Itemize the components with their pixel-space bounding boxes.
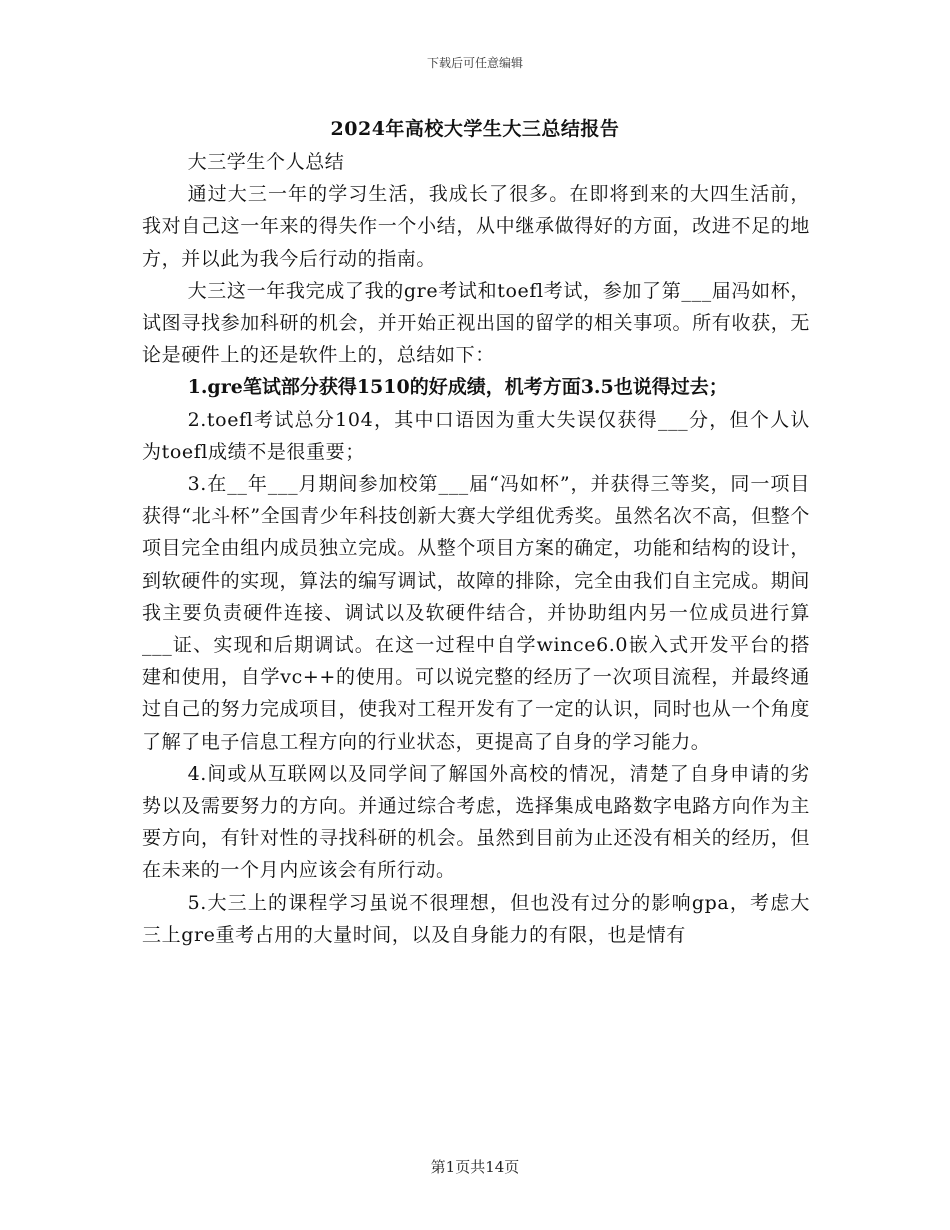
paragraph-item-1: 1.gre笔试部分获得1510的好成绩，机考方面3.5也说得过去；	[187, 376, 728, 399]
paragraph-overview: 大三这一年我完成了我的gre考试和toefl考试，参加了第___届冯如杯，试图寻找参加科研的机会，并开始正视出国的留学的相关事项。所有收获，无论是硬件上的还是软件上的，总结如下：	[142, 279, 810, 367]
paragraph-item-3: 3.在__年___月期间参加校第___届“冯如杯”，并获得三等奖，同一项目获得“北斗杯”全国青少年科技创新大赛大学组优秀奖。虽然名次不高，但整个项目完全由组内成员独立完成。从整个项目方案的确定，功能和结构的设计，到软硬件的实现，算法的编写调试，故障的排除，完全由我们自主完成。期间我主要负责硬件连接、调试以及软硬件结合，并协助组内另一位成员进行算___证、实现和后期调试。在这一过程中自学wince6.0嵌入式开发平台的搭建和使用，自学vc++的使用。可以说完整的经历了一次项目流程，并最终通过自己的努力完成项目，使我对工程开发有了一定的认识，同时也从一个角度了解了电子信息工程方向的行业状态，更提高了自身的学习能力。	[142, 473, 810, 753]
paragraph-item-5: 5.大三上的课程学习虽说不很理想，但也没有过分的影响gpa，考虑大三上gre重考占用的大量时间，以及自身能力的有限，也是情有	[142, 891, 810, 946]
document-body	[142, 146, 810, 951]
document-title: 2024年高校大学生大三总结报告	[330, 118, 620, 140]
paragraph-subtitle: 大三学生个人总结	[187, 151, 345, 173]
paragraph-item-2: 2.toefl考试总分104，其中口语因为重大失误仅获得___分，但个人认为toefl成绩不是很重要；	[142, 408, 810, 463]
header-note: 下载后可任意编辑	[426, 56, 523, 70]
paragraph-intro: 通过大三一年的学习生活，我成长了很多。在即将到来的大四生活前，我对自己这一年来的得失作一个小结，从中继承做得好的方面，改进不足的地方，并以此为我今后行动的指南。	[142, 183, 810, 270]
page-number: 第1页共14页	[430, 1158, 520, 1176]
paragraph-item-4: 4.间或从互联网以及同学间了解国外高校的情况，清楚了自身申请的劣势以及需要努力的方向。并通过综合考虑，选择集成电路数字电路方向作为主要方向，有针对性的寻找科研的机会。虽然到目前为止还没有相关的经历，但在未来的一个月内应该会有所行动。	[142, 762, 810, 882]
